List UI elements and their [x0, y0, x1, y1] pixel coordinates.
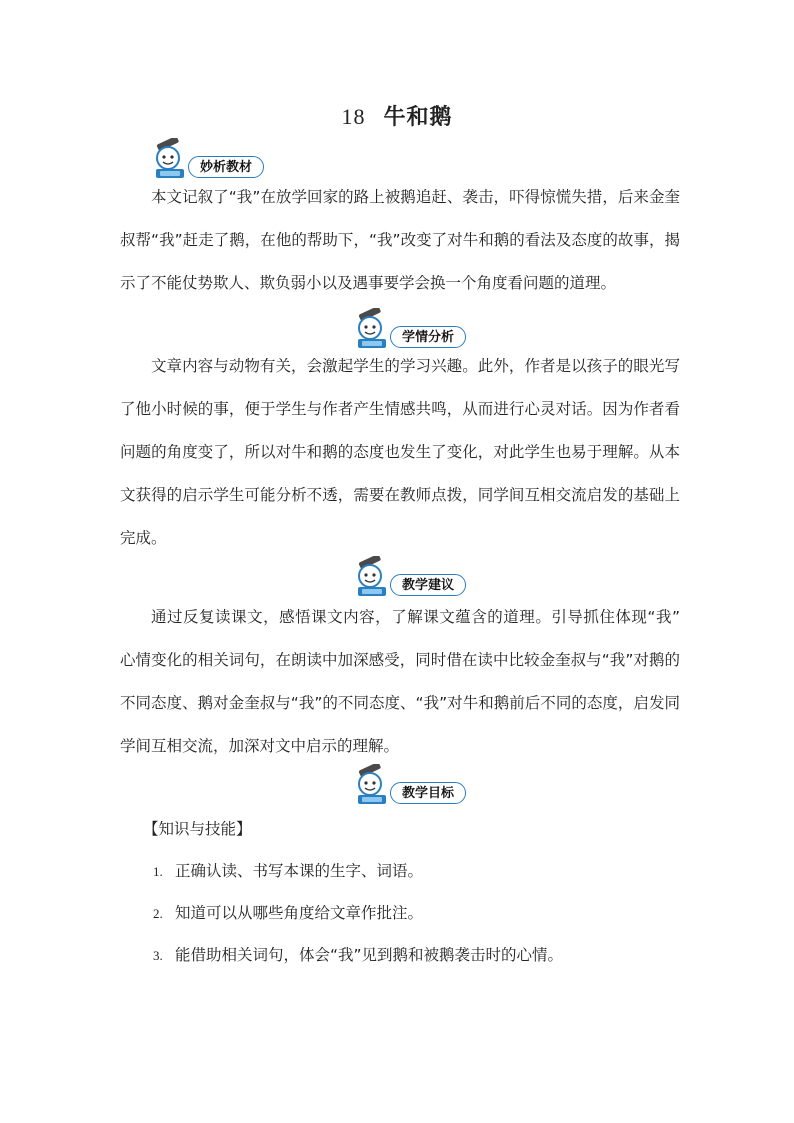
objective-text: 知道可以从哪些角度给文章作批注。 [175, 904, 424, 922]
objective-number: 3. [153, 948, 163, 963]
objective-item-3 [153, 943, 563, 968]
objectives-heading: 【知识与技能】 [143, 820, 252, 838]
objective-item-2 [153, 901, 423, 926]
section-badge-label: 学情分析 [390, 326, 466, 348]
section-badge-label: 妙析教材 [188, 156, 264, 178]
objective-text: 正确认读、书写本课的生字、词语。 [175, 862, 424, 880]
section-badge-objectives [352, 764, 472, 808]
lesson-title [0, 100, 794, 131]
objective-item-1 [153, 859, 423, 884]
section-paragraph-learner: 文章内容与动物有关，会激起学生的学习兴趣。此外，作者是以孩子的眼光写了他小时候的事，便于学生与作者产生情感共鸣，从而进行心灵对话。因为作者看问题的角度变了，所以对牛和鹅的态度也发生了变化，对此学生也易于理解。从本文获得的启示学生可能分析不透，需要在教师点拨，同学间互相交流启发的基础上完成。 [120, 357, 680, 547]
objective-number: 2. [153, 906, 163, 921]
objective-number: 1. [153, 864, 163, 879]
section-badge-label: 教学建议 [390, 574, 466, 596]
lesson-number: 18 [341, 104, 366, 129]
section-badge-suggestion [352, 556, 472, 600]
lesson-name: 牛和鹅 [383, 105, 453, 130]
objective-text: 能借助相关词句，体会“我”见到鹅和被鹅袭击时的心情。 [175, 946, 564, 964]
section-paragraph-analysis: 本文记叙了“我”在放学回家的路上被鹅追赶、袭击，吓得惊慌失措，后来金奎叔帮“我”赶走了鹅，在他的帮助下，“我”改变了对牛和鹅的看法及态度的故事，揭示了不能仗势欺人、欺负弱小以及遇事要学会换一个角度看问题的道理。 [120, 188, 680, 292]
cartoon-mascot-with-pencil-icon [352, 556, 392, 600]
cartoon-mascot-with-pencil-icon [352, 764, 392, 808]
section-badge-label: 教学目标 [390, 782, 466, 804]
section-paragraph-suggestion: 通过反复读课文，感悟课文内容，了解课文蕴含的道理。引导抓住体现“我” 心情变化的相关词句，在朗读中加深感受，同时借在读中比较金奎叔与“我”对鹅的不同态度、鹅对金奎叔与“我”的不同态度、“我”对牛和鹅前后不同的态度，启发同学间互相交流，加深对文中启示的理解。 [120, 608, 680, 755]
